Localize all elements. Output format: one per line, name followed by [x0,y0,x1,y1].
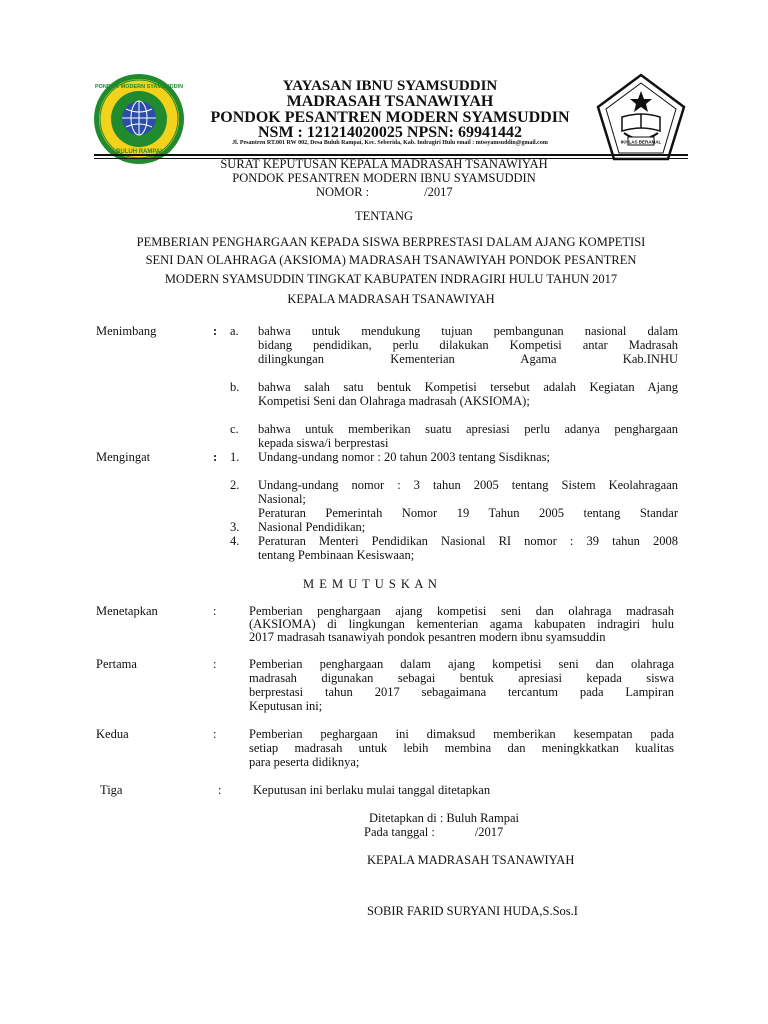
kedua-line3: para peserta didiknya; [249,755,360,769]
letterhead-foundation: YAYASAN IBNU SYAMSUDDIN [282,78,498,94]
decree-title-line1: SURAT KEPUTUSAN KEPALA MADRASAH TSANAWIYAH [220,157,548,171]
letterhead-school-type: MADRASAH TSANAWIYAH [286,93,494,110]
signature-date-label: Pada tanggal : [364,825,435,839]
mengingat-4-line2: tentang Pembinaan Kesiswaan; [258,548,415,562]
menimbang-a-line2: bidang pendidikan, perlu dilakukan Kompetisi antar Madrasah [258,338,678,352]
mengingat-2-marker: 2. [230,478,240,492]
logo-right-text: IKHLAS BERAMAL [620,139,662,145]
menimbang-b-line2: Kompetisi Seni dan Olahraga madrasah (AKSIOMA); [258,394,530,408]
mengingat-2-line2: Nasional; [258,492,306,506]
menimbang-colon: : [213,324,218,338]
school-logo-right [594,73,688,163]
menimbang-c-line1: bahwa untuk memberikan suatu apresiasi perlu adanya penghargaan [258,422,678,436]
kedua-line1: Pemberian peghargaan ini dimaksud memberikan kesempatan pada [249,727,674,741]
mengingat-3-line2: Nasional Pendidikan; [258,520,366,534]
letterhead-rule-thick [94,154,688,156]
mengingat-1-marker: 1. [230,450,240,464]
menimbang-a-marker: a. [230,324,239,338]
menimbang-c-marker: c. [230,422,239,436]
menimbang-a-line1: bahwa untuk mendukung tujuan pembangunan nasional dalam [258,324,678,338]
menimbang-label: Menimbang [96,324,157,338]
signature-position: KEPALA MADRASAH TSANAWIYAH [367,853,575,867]
mengingat-4-marker: 4. [230,534,240,548]
mengingat-colon: : [213,450,218,464]
menimbang-b-line1: bahwa salah satu bentuk Kompetisi tersebut adalah Kegiatan Ajang [258,380,678,394]
menetapkan-label: Menetapkan [96,604,158,618]
menimbang-b-marker: b. [230,380,240,394]
decree-number-label: NOMOR : [316,185,370,199]
pertama-line4: Keputusan ini; [249,699,323,713]
signature-name: SOBIR FARID SURYANI HUDA,S.Sos.I [367,904,578,918]
tiga-label: Tiga [100,783,123,797]
mengingat-4-line1: Peraturan Menteri Pendidikan Nasional RI nomor : 39 tahun 2008 [258,534,678,548]
subject-line2: SENI DAN OLAHRAGA (AKSIOMA) MADRASAH TSANAWIYAH PONDOK PESANTREN [145,253,637,267]
letterhead-school-name: PONDOK PESANTREN MODERN SYAMSUDDIN [210,109,570,126]
signature-date [364,825,503,840]
tentang-heading: TENTANG [354,209,413,223]
pertama-label: Pertama [96,657,137,671]
menetapkan-line1: Pemberian penghargaan ajang kompetisi seni dan olahraga madrasah [249,604,674,618]
menetapkan-line2: (AKSIOMA) di lingkungan kementerian agama kabupaten indragiri hulu [249,617,674,631]
menimbang-c-line2: kepada siswa/i berprestasi [258,436,389,450]
kepala-heading: KEPALA MADRASAH TSANAWIYAH [287,292,495,306]
pertama-line3: berprestasi tahun 2017 sebagaimana tercantum pada Lampiran [249,685,674,699]
tiga-colon: : [218,783,222,797]
kedua-colon: : [213,727,217,741]
subject-line3: MODERN SYAMSUDDIN TINGKAT KABUPATEN INDRAGIRI HULU TAHUN 2017 [164,272,618,286]
letterhead-nsm-npsn: NSM : 121214020025 NPSN: 69941442 [258,124,522,141]
menetapkan-colon: : [213,604,217,618]
pertama-line2: madrasah digunakan sebagai bentuk apresiasi kepada siswa [249,671,674,685]
mengingat-label: Mengingat [96,450,151,464]
letterhead-address: Jl. Pesantren RT.001 RW 002, Desa Buluh Rampai, Kec. Seberida, Kab. Indragiri Hulu email : mtssyamsuddin@gmail.com [232,140,548,146]
decree-number [316,185,453,200]
tiga-line1: Keputusan ini berlaku mulai tanggal ditetapkan [253,783,491,797]
pertama-colon: : [213,657,217,671]
signature-place: Ditetapkan di : Buluh Rampai [369,811,519,825]
decree-title-line2: PONDOK PESANTREN MODERN IBNU SYAMSUDDIN [232,171,536,185]
logo-left-bottom-text: BULUH RAMPAI [116,149,162,155]
logo-left-top-text: PONDOK MODERN SYAMSUDDIN [94,84,184,90]
kedua-line2: setiap madrasah untuk lebih membina dan meningkkatkan kualitas [249,741,674,755]
menimbang-a-line3: dilingkungan Kementerian Agama Kab.INHU [258,352,678,366]
kedua-label: Kedua [96,727,129,741]
mengingat-2-line1: Undang-undang nomor : 3 tahun 2005 tentang Sistem Keolahragaan [258,478,678,492]
menetapkan-line3: 2017 madrasah tsanawiyah pondok pesantren modern ibnu syamsuddin [249,630,606,644]
decree-number-value: /2017 [424,185,453,199]
mengingat-1-line1: Undang-undang nomor : 20 tahun 2003 tentang Sisdiknas; [258,450,550,464]
school-logo-left [93,73,185,165]
subject-line1: PEMBERIAN PENGHARGAAN KEPADA SISWA BERPRESTASI DALAM AJANG KOMPETISI [136,235,646,249]
signature-date-value: /2017 [474,825,504,839]
memutuskan-heading: M E M U T U S K A N [303,577,438,591]
mengingat-3-line1: Peraturan Pemerintah Nomor 19 Tahun 2005 tentang Standar [258,506,678,520]
pertama-line1: Pemberian penghargaan dalam ajang kompetisi seni dan olahraga [249,657,674,671]
mengingat-3-marker: 3. [230,520,240,534]
